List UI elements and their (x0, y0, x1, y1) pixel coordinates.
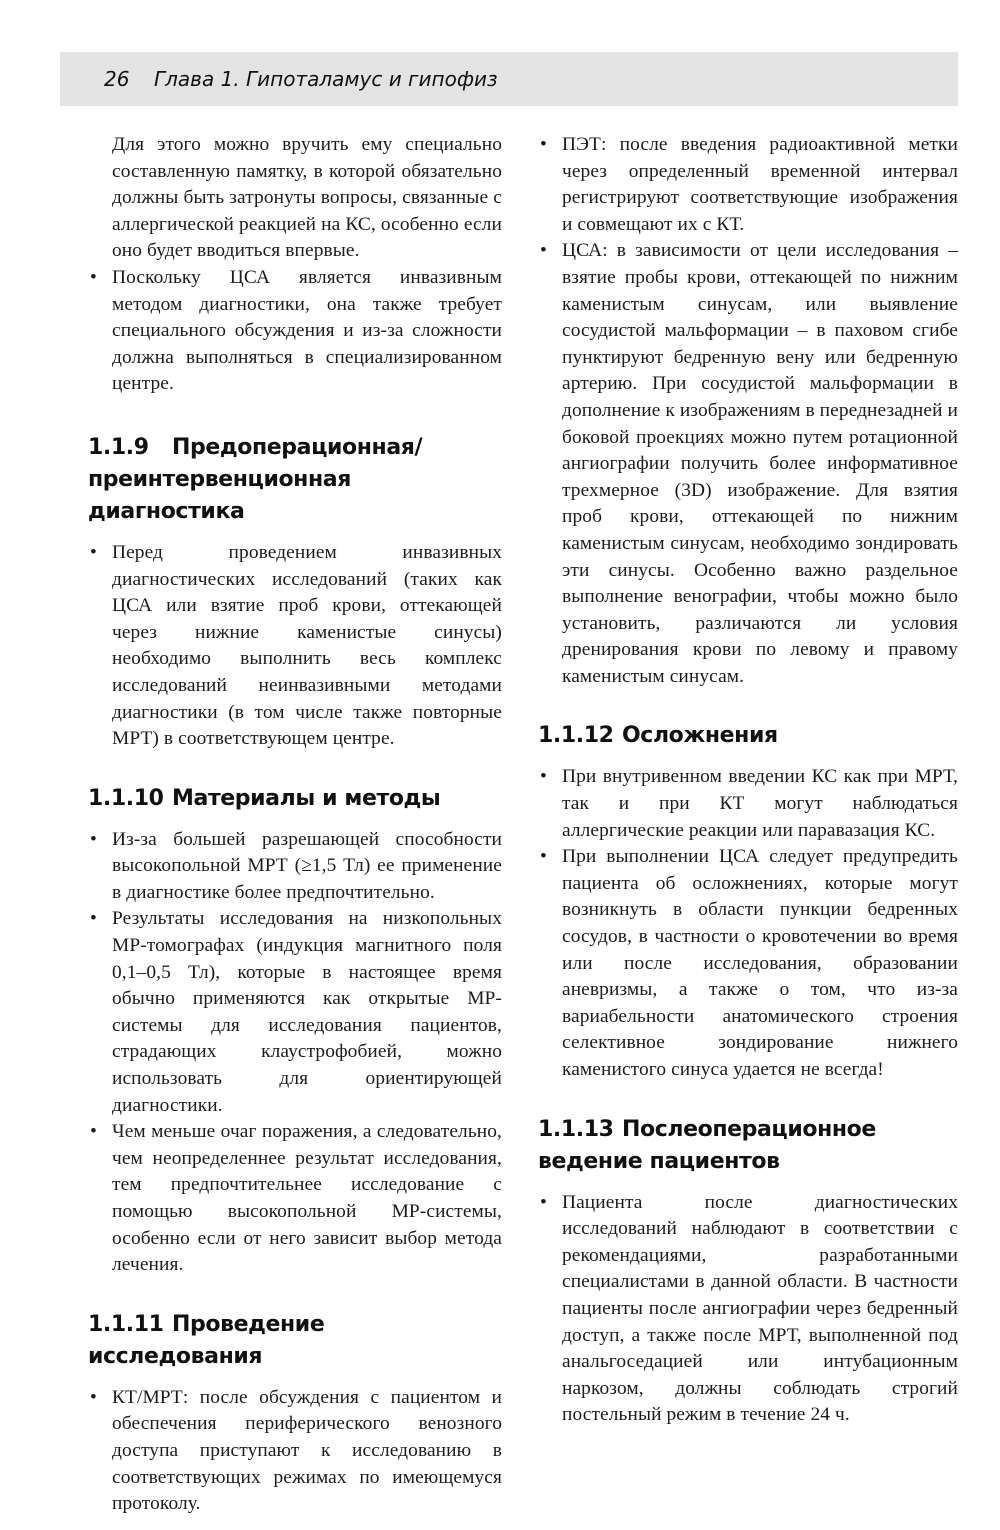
list-item: • КТ/МРТ: после обсуждения с пациентом и обеспечения периферического венозного доступа приступают к исследованию в соответствующих режимах по имеющемуся протоколу. (88, 1385, 502, 1518)
section-heading-1-1-10 (88, 783, 502, 815)
bullet-list (538, 764, 958, 1083)
page-number: 26 (104, 67, 130, 91)
list-item: • Чем меньше очаг поражения, а следовательно, чем неопределеннее результат исследования, тем предпочтительнее исследование с помощью высокопольной МР-системы, особенно если от него зависит выбор метода лечения. (88, 1119, 502, 1279)
section-number: 1.1.12 (538, 723, 614, 749)
list-item: • При внутривенном введении КС как при МРТ, так и при КТ могут наблюдаться аллергические реакции или паравазация КС. (538, 764, 958, 844)
list-item: • Результаты исследования на низкопольных МР-томографах (индукция магнитного поля 0,1–0,5 Тл), которые в настоящее время обычно применяются как открытые МР-системы для исследования пациентов, страдающих клаустрофобией, можно использовать для ориентирующей диагностики. (88, 906, 502, 1119)
section-number: 1.1.9 (88, 434, 149, 460)
right-column (538, 132, 958, 1429)
bullet-list (88, 1385, 502, 1518)
chapter-title: Глава 1. Гипоталамус и гипофиз (154, 67, 498, 91)
list-item: • Из-за большей разрешающей способности высокопольной МРТ (≥1,5 Тл) ее применение в диагностике более предпочтительно. (88, 827, 502, 907)
section-number: 1.1.13 (538, 1116, 614, 1142)
list-item: • Пациента после диагностических исследований наблюдают в соответствии с рекомендациями, разработанными специалистами в данной области. В частности пациенты после ангиографии через бедренный доступ, а также после МРТ, выполненной под анальгоседацией или интубационным наркозом, должны соблюдать строгий постельный режим в течение 24 ч. (538, 1190, 958, 1429)
section-title: Предоперационная/ преинтервенционная диагностика (88, 434, 423, 524)
section-heading-1-1-13 (538, 1114, 958, 1178)
list-item: • ПЭТ: после введения радиоактивной метки через определенный временной интервал регистрируют соответствующие изображения и совмещают их с КТ. (538, 132, 958, 238)
bullet-list (88, 265, 502, 398)
section-heading-1-1-9 (88, 432, 502, 528)
bullet-list (88, 540, 502, 753)
left-column (88, 132, 502, 1518)
intro-paragraph: Для этого можно вручить ему специально составленную памятку, в которой обязательно должны быть затронуты вопросы, связанные с аллергической реакцией на КС, особенно если оно будет вводиться впервые. (112, 134, 502, 262)
section-title: Проведение исследования (88, 1311, 325, 1369)
bullet-list (88, 827, 502, 1279)
list-item: • Поскольку ЦСА является инвазивным методом диагностики, она также требует специального обсуждения и из-за сложности должна выполняться в специализированном центре. (88, 265, 502, 398)
section-title: Материалы и методы (172, 785, 441, 811)
list-item: • Перед проведением инвазивных диагностических исследований (таких как ЦСА или взятие проб крови, оттекающей через нижние каменистые синусы) необходимо выполнить весь комплекс исследований неинвазивными методами диагностики (в том числе также повторные МРТ) в соответствующем центре. (88, 540, 502, 753)
section-title: Послеоперационное ведение пациентов (538, 1116, 876, 1174)
list-item: • При выполнении ЦСА следует предупредить пациента об осложнениях, которые могут возникнуть в области пункции бедренных сосудов, в частности о кровотечении во время или после исследования, образовании аневризмы, а также о том, что из-за вариабельности анатомического строения селективное зондирование нижнего каменистого синуса удается не всегда! (538, 844, 958, 1083)
section-heading-1-1-12 (538, 720, 958, 752)
list-item: • ЦСА: в зависимости от цели исследования – взятие пробы крови, оттекающей по нижним каменистым синусам, или выявление сосудистой мальформации – в паховом сгибе пунктируют бедренную вену или бедренную артерию. При сосудистой мальформации в дополнение к изображениям в переднезадней и боковой проекциях можно путем ротационной ангиографии получить более информативное трехмерное (3D) изображение. Для взятия проб крови, оттекающей по нижним каменистым синусам, необходимо зондировать эти синусы. Особенно важно раздельное выполнение венографии, чтобы можно было установить, различаются ли условия дренирования крови по левому и правому каменистым синусам. (538, 238, 958, 690)
section-title: Осложнения (622, 723, 778, 749)
bullet-list (538, 1190, 958, 1429)
section-heading-1-1-11 (88, 1309, 502, 1373)
bullet-list (538, 132, 958, 690)
section-number: 1.1.10 (88, 785, 164, 811)
running-header (60, 52, 958, 106)
section-number: 1.1.11 (88, 1311, 164, 1337)
